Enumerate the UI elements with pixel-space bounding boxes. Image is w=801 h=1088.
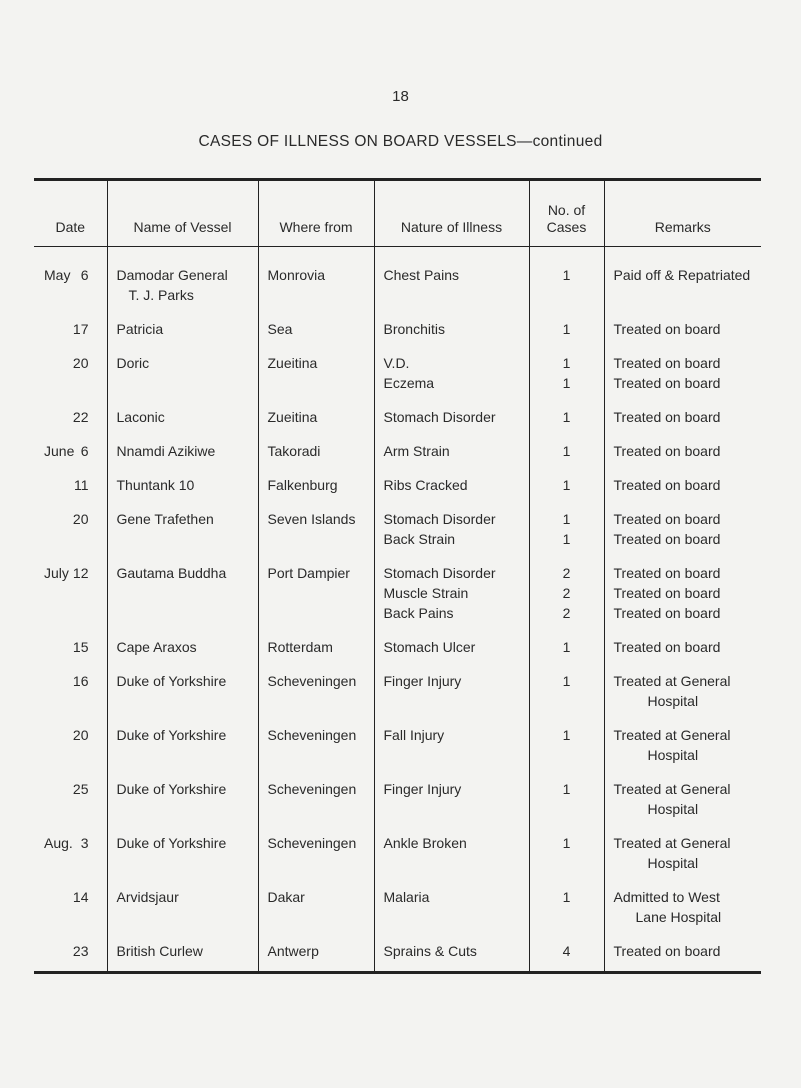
remark-text: Treated at General	[613, 727, 731, 743]
vessel-name: Laconic	[116, 409, 165, 425]
remarks-cell	[604, 657, 761, 711]
page-title: CASES OF ILLNESS ON BOARD VESSELS—continued	[198, 133, 603, 150]
table-row	[34, 339, 761, 393]
remark-text: Treated on board	[613, 565, 721, 581]
date-value	[44, 509, 107, 529]
date-cell	[34, 623, 107, 657]
header-cases: No. of Cases	[529, 180, 604, 247]
case-count: 1	[562, 375, 571, 391]
date-cell	[34, 247, 107, 306]
date-value	[44, 265, 107, 285]
illness-name: Back Strain	[383, 531, 456, 547]
vessel-name: Patricia	[116, 321, 164, 337]
date-cell	[34, 873, 107, 927]
case-count: 1	[562, 321, 571, 337]
case-count: 1	[562, 443, 571, 459]
vessel-name: Duke of Yorkshire	[116, 673, 227, 689]
vessel-cell	[107, 339, 258, 393]
date-value	[44, 563, 107, 583]
remark-text: Hospital	[647, 693, 699, 709]
illness-cell	[374, 305, 529, 339]
remarks-cell	[604, 765, 761, 819]
illness-cell	[374, 711, 529, 765]
illness-name: Muscle Strain	[383, 585, 469, 601]
where-from-cell: Takoradi	[258, 427, 374, 461]
table-row	[34, 305, 761, 339]
illness-cell	[374, 873, 529, 927]
illness-cell	[374, 461, 529, 495]
table-row	[34, 461, 761, 495]
date-value	[44, 637, 107, 657]
remark-text: Treated on board	[613, 409, 721, 425]
table-row	[34, 393, 761, 427]
remarks-cell	[604, 427, 761, 461]
date-value	[44, 441, 107, 461]
illness-table-container	[34, 178, 761, 974]
vessel-name: Duke of Yorkshire	[116, 727, 227, 743]
date-month: June	[44, 443, 75, 459]
remark-text: Treated on board	[613, 605, 721, 621]
illness-name: Finger Injury	[383, 673, 462, 689]
remark-text: Treated on board	[613, 531, 721, 547]
cases-cell	[529, 427, 604, 461]
date-day: 20	[72, 355, 89, 371]
date-value	[44, 833, 107, 853]
cases-cell	[529, 393, 604, 427]
table-row	[34, 247, 761, 306]
where-from-cell: Zueitina	[258, 339, 374, 393]
where-from-cell: Monrovia	[258, 247, 374, 306]
cases-cell	[529, 623, 604, 657]
vessel-cell	[107, 305, 258, 339]
where-from-cell: Scheveningen	[258, 765, 374, 819]
vessel-name: Thuntank 10	[116, 477, 195, 493]
date-cell	[34, 765, 107, 819]
illness-name: Stomach Ulcer	[383, 639, 476, 655]
table-row	[34, 819, 761, 873]
illness-name: Ribs Cracked	[383, 477, 468, 493]
illness-cell	[374, 549, 529, 623]
case-count: 1	[562, 355, 571, 371]
remark-text: Treated on board	[613, 943, 721, 959]
table-row	[34, 873, 761, 927]
remark-text: Hospital	[647, 801, 699, 817]
table-body	[34, 247, 761, 973]
remark-text: Hospital	[647, 855, 699, 871]
vessel-name: Gene Trafethen	[116, 511, 214, 527]
illness-name: Back Pains	[383, 605, 454, 621]
table-header	[34, 180, 761, 247]
illness-table	[34, 178, 761, 974]
cases-cell	[529, 461, 604, 495]
illness-name: Chest Pains	[383, 267, 459, 283]
where-from-cell: Falkenburg	[258, 461, 374, 495]
table-row	[34, 711, 761, 765]
where-from-cell: Zueitina	[258, 393, 374, 427]
illness-cell	[374, 427, 529, 461]
date-cell	[34, 305, 107, 339]
cases-cell	[529, 549, 604, 623]
vessel-cell	[107, 873, 258, 927]
case-count: 1	[562, 477, 571, 493]
header-vessel: Name of Vessel	[107, 180, 258, 247]
case-count: 1	[562, 835, 571, 851]
date-day: 14	[72, 889, 89, 905]
case-count: 1	[562, 267, 571, 283]
remark-text: Treated on board	[613, 585, 721, 601]
illness-name: Finger Injury	[383, 781, 462, 797]
vessel-name: Damodar General	[116, 267, 228, 283]
vessel-cell	[107, 623, 258, 657]
date-cell	[34, 393, 107, 427]
cases-cell	[529, 495, 604, 549]
date-day: 12	[72, 565, 89, 581]
date-day: 6	[80, 443, 89, 459]
date-value	[44, 319, 107, 339]
date-day: 22	[72, 409, 89, 425]
vessel-name: British Curlew	[116, 943, 203, 959]
vessel-name: Duke of Yorkshire	[116, 781, 227, 797]
date-cell	[34, 657, 107, 711]
remark-text: Treated on board	[613, 375, 721, 391]
date-value	[44, 941, 107, 961]
cases-cell	[529, 711, 604, 765]
case-count: 1	[562, 727, 571, 743]
table-row	[34, 495, 761, 549]
date-day: 6	[80, 267, 89, 283]
illness-cell	[374, 657, 529, 711]
vessel-cell	[107, 247, 258, 306]
remark-text: Lane Hospital	[635, 909, 722, 925]
case-count: 1	[562, 531, 571, 547]
illness-name: Arm Strain	[383, 443, 450, 459]
illness-cell	[374, 495, 529, 549]
table-row	[34, 765, 761, 819]
vessel-cell	[107, 495, 258, 549]
date-value	[44, 353, 107, 373]
remarks-cell	[604, 393, 761, 427]
remark-text: Treated at General	[613, 835, 731, 851]
where-from-cell: Sea	[258, 305, 374, 339]
illness-name: Fall Injury	[383, 727, 445, 743]
vessel-cell	[107, 711, 258, 765]
date-value	[44, 887, 107, 907]
date-day: 15	[72, 639, 89, 655]
cases-cell	[529, 657, 604, 711]
remarks-cell	[604, 927, 761, 973]
remark-text: Admitted to West	[613, 889, 720, 905]
vessel-name: Doric	[116, 355, 150, 371]
date-day: 23	[72, 943, 89, 959]
date-cell	[34, 495, 107, 549]
illness-name: Malaria	[383, 889, 430, 905]
case-count: 2	[562, 605, 571, 621]
illness-name: Eczema	[383, 375, 435, 391]
where-from-cell: Scheveningen	[258, 711, 374, 765]
illness-name: Stomach Disorder	[383, 409, 496, 425]
illness-cell	[374, 247, 529, 306]
header-where-from: Where from	[258, 180, 374, 247]
illness-cell	[374, 393, 529, 427]
remarks-cell	[604, 623, 761, 657]
remark-text: Treated on board	[613, 355, 721, 371]
vessel-cell	[107, 393, 258, 427]
vessel-name: Nnamdi Azikiwe	[116, 443, 216, 459]
illness-cell	[374, 819, 529, 873]
illness-name: V.D.	[383, 355, 410, 371]
remarks-cell	[604, 461, 761, 495]
remark-text: Treated on board	[613, 321, 721, 337]
remark-text: Treated on board	[613, 511, 721, 527]
date-month: July	[44, 565, 69, 581]
case-count: 2	[562, 565, 571, 581]
date-cell	[34, 339, 107, 393]
remarks-cell	[604, 495, 761, 549]
vessel-cell	[107, 461, 258, 495]
date-day: 3	[80, 835, 89, 851]
date-cell	[34, 427, 107, 461]
where-from-cell: Scheveningen	[258, 819, 374, 873]
remarks-cell	[604, 339, 761, 393]
date-cell	[34, 819, 107, 873]
where-from-cell: Seven Islands	[258, 495, 374, 549]
vessel-name: T. J. Parks	[128, 287, 194, 303]
illness-cell	[374, 927, 529, 973]
remark-text: Treated at General	[613, 781, 731, 797]
remark-text: Treated on board	[613, 477, 721, 493]
case-count: 2	[562, 585, 571, 601]
date-day: 11	[73, 477, 89, 493]
date-month: Aug.	[44, 835, 73, 851]
date-value	[44, 725, 107, 745]
remark-text: Treated on board	[613, 443, 721, 459]
vessel-cell	[107, 427, 258, 461]
date-day: 17	[72, 321, 89, 337]
remark-text: Hospital	[647, 747, 699, 763]
remarks-cell	[604, 819, 761, 873]
date-value	[44, 407, 107, 427]
vessel-name: Cape Araxos	[116, 639, 197, 655]
date-day: 25	[72, 781, 89, 797]
where-from-cell: Rotterdam	[258, 623, 374, 657]
remarks-cell	[604, 711, 761, 765]
remark-text: Paid off & Repatriated	[613, 267, 751, 283]
table-row	[34, 623, 761, 657]
remarks-cell	[604, 549, 761, 623]
remarks-cell	[604, 873, 761, 927]
table-row	[34, 927, 761, 973]
date-value	[44, 475, 107, 495]
vessel-cell	[107, 927, 258, 973]
date-cell	[34, 549, 107, 623]
table-row	[34, 427, 761, 461]
cases-cell	[529, 305, 604, 339]
where-from-cell: Antwerp	[258, 927, 374, 973]
vessel-name: Arvidsjaur	[116, 889, 179, 905]
vessel-cell	[107, 765, 258, 819]
date-cell	[34, 711, 107, 765]
illness-cell	[374, 339, 529, 393]
where-from-cell: Scheveningen	[258, 657, 374, 711]
table-row	[34, 657, 761, 711]
cases-cell	[529, 247, 604, 306]
date-day: 20	[72, 511, 89, 527]
illness-name: Stomach Disorder	[383, 511, 496, 527]
vessel-cell	[107, 549, 258, 623]
vessel-cell	[107, 657, 258, 711]
header-illness: Nature of Illness	[374, 180, 529, 247]
remarks-cell	[604, 247, 761, 306]
date-cell	[34, 461, 107, 495]
remark-text: Treated on board	[613, 639, 721, 655]
date-value	[44, 779, 107, 799]
case-count: 1	[562, 781, 571, 797]
date-day: 20	[72, 727, 89, 743]
page-number: 18	[392, 88, 409, 105]
table-row	[34, 549, 761, 623]
case-count: 1	[562, 673, 571, 689]
date-cell	[34, 927, 107, 973]
case-count: 1	[562, 639, 571, 655]
remark-text: Treated at General	[613, 673, 731, 689]
illness-name: Sprains & Cuts	[383, 943, 477, 959]
where-from-cell: Port Dampier	[258, 549, 374, 623]
cases-cell	[529, 819, 604, 873]
illness-name: Stomach Disorder	[383, 565, 496, 581]
date-day: 16	[72, 673, 89, 689]
illness-name: Bronchitis	[383, 321, 445, 337]
cases-cell	[529, 873, 604, 927]
remarks-cell	[604, 305, 761, 339]
case-count: 1	[562, 409, 571, 425]
cases-cell	[529, 765, 604, 819]
case-count: 1	[562, 889, 571, 905]
vessel-cell	[107, 819, 258, 873]
date-month: May	[44, 267, 71, 283]
cases-cell	[529, 339, 604, 393]
illness-cell	[374, 765, 529, 819]
date-value	[44, 671, 107, 691]
vessel-name: Gautama Buddha	[116, 565, 227, 581]
cases-cell	[529, 927, 604, 973]
illness-name: Ankle Broken	[383, 835, 467, 851]
header-remarks: Remarks	[604, 180, 761, 247]
illness-cell	[374, 623, 529, 657]
case-count: 4	[562, 943, 571, 959]
case-count: 1	[562, 511, 571, 527]
vessel-name: Duke of Yorkshire	[116, 835, 227, 851]
where-from-cell: Dakar	[258, 873, 374, 927]
header-date: Date	[34, 180, 107, 247]
